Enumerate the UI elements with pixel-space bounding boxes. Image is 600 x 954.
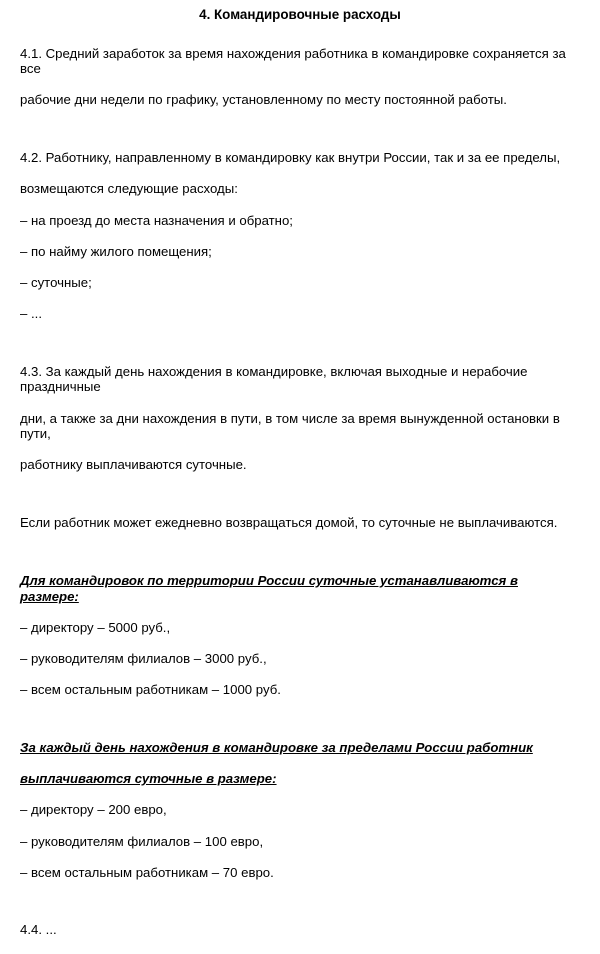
list-item: – руководителям филиалов – 3000 руб., [20, 650, 267, 666]
list-item: – директору – 200 евро, [20, 802, 167, 818]
paragraph-line: 4.4. ... [20, 922, 57, 938]
paragraph-line: дни, а также за дни нахождения в пути, в том числе за время вынужденной остановки в пути, [20, 410, 560, 442]
list-item: – ... [20, 306, 42, 322]
list-item: – директору – 5000 руб., [20, 619, 171, 635]
list-item: – всем остальным работникам – 1000 руб. [20, 682, 281, 698]
paragraph-line: возмещаются следующие расходы: [20, 181, 238, 197]
list-item: – всем остальным работникам – 70 евро. [20, 864, 274, 880]
abroad-allowance-block [20, 724, 580, 896]
paragraph-4-1 [20, 30, 580, 124]
paragraph-line: 4.1. Средний заработок за время нахождения работника в командировке сохраняется за все [20, 45, 566, 77]
paragraph-line: 4.2. Работнику, направленному в командировку как внутри России, так и за ее пределы, [20, 150, 561, 166]
list-item: – суточные; [20, 274, 92, 290]
paragraph-daily-return [20, 500, 580, 547]
list-item: – руководителям филиалов – 100 евро, [20, 833, 264, 849]
paragraph-4-4 [20, 907, 580, 954]
paragraph-4-2 [20, 135, 580, 338]
abroad-allowance-heading: выплачиваются суточные в размере: [20, 771, 277, 787]
paragraph-line: 4.3. За каждый день нахождения в командировке, включая выходные и нерабочие праздничные [20, 363, 528, 395]
section-heading: 4. Командировочные расходы [199, 7, 401, 22]
abroad-allowance-heading: За каждый день нахождения в командировке за пределами России работник [20, 739, 533, 755]
list-item: – на проезд до места назначения и обратно; [20, 212, 293, 228]
list-item: – по найму жилого помещения; [20, 243, 212, 259]
paragraph-4-3 [20, 348, 580, 488]
paragraph-line: работнику выплачиваются суточные. [20, 457, 247, 473]
paragraph-line: Если работник может ежедневно возвращаться домой, то суточные не выплачиваются. [20, 515, 558, 531]
russia-allowance-block [20, 557, 580, 713]
paragraph-line: рабочие дни недели по графику, установленному по месту постоянной работы. [20, 92, 507, 108]
russia-allowance-heading: Для командировок по территории России суточные устанавливаются в размере: [20, 573, 518, 604]
